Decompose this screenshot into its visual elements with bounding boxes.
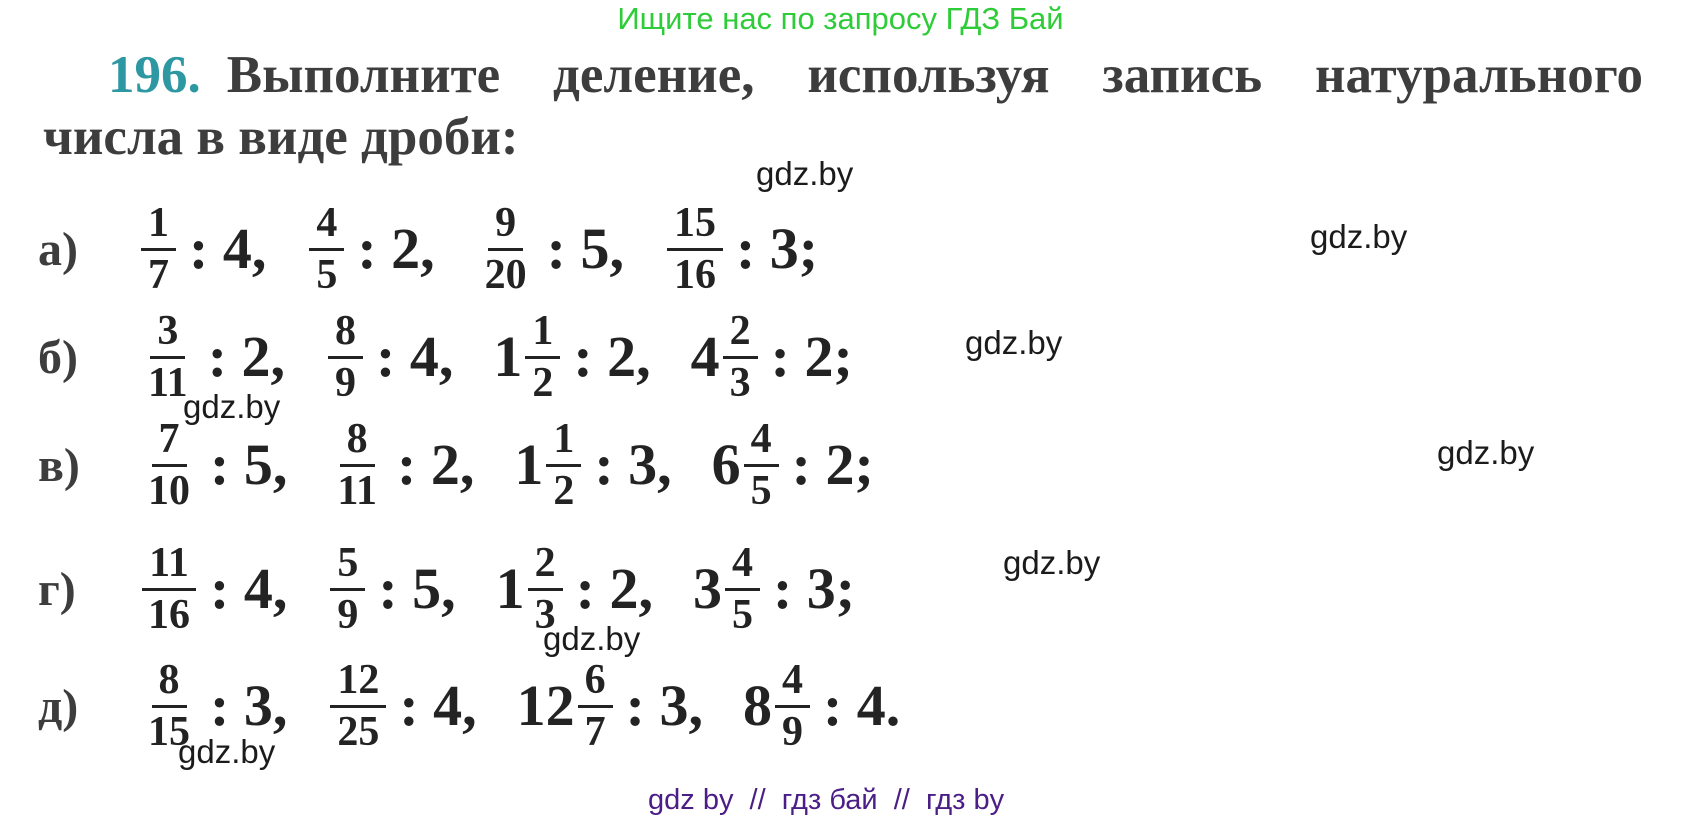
mixed-whole: 1 bbox=[514, 432, 544, 497]
fraction-numerator: 1 bbox=[525, 310, 560, 359]
fraction-denominator: 7 bbox=[148, 251, 169, 298]
division-expression bbox=[690, 307, 853, 406]
fraction-numerator: 4 bbox=[309, 202, 344, 251]
division-expression bbox=[664, 199, 819, 298]
division-expression bbox=[138, 415, 288, 514]
fraction-numerator: 9 bbox=[488, 202, 523, 251]
division-operator: : 3, bbox=[594, 432, 672, 497]
exercise-row-g bbox=[38, 538, 855, 640]
fraction-numerator: 11 bbox=[142, 542, 196, 591]
mixed-whole: 1 bbox=[495, 556, 525, 621]
division-operator: : 4, bbox=[189, 216, 267, 281]
division-operator: : 3; bbox=[772, 556, 856, 621]
division-operator: : 2, bbox=[573, 324, 651, 389]
fraction-numerator: 2 bbox=[528, 542, 563, 591]
division-operator: : 5, bbox=[378, 556, 456, 621]
row-label: г) bbox=[38, 562, 76, 616]
fraction-numerator: 3 bbox=[150, 310, 185, 359]
division-expression bbox=[325, 307, 454, 406]
division-expression bbox=[711, 415, 874, 514]
statement-text-2: числа в виде дроби: bbox=[43, 108, 519, 166]
fraction bbox=[141, 415, 197, 514]
fraction-numerator: 6 bbox=[578, 659, 613, 708]
fraction-numerator: 15 bbox=[667, 202, 723, 251]
fraction-denominator: 11 bbox=[337, 467, 378, 514]
fraction-denominator: 5 bbox=[731, 591, 753, 638]
fraction-numerator: 1 bbox=[546, 418, 581, 467]
fraction-denominator: 16 bbox=[148, 591, 190, 638]
watermark-gdzby: gdz.by bbox=[1003, 544, 1101, 581]
division-operator: : 3, bbox=[210, 673, 288, 738]
problem-number: 196. bbox=[108, 46, 201, 104]
mixed-whole: 8 bbox=[742, 673, 772, 738]
mixed-whole: 3 bbox=[692, 556, 722, 621]
fraction-denominator: 9 bbox=[337, 591, 359, 638]
row-label: д) bbox=[38, 679, 79, 733]
mixed-whole: 1 bbox=[493, 324, 523, 389]
fraction bbox=[330, 539, 365, 638]
row-label: в) bbox=[38, 438, 80, 492]
problem-statement bbox=[43, 44, 1643, 168]
fraction-denominator: 9 bbox=[335, 359, 357, 406]
fraction-denominator: 5 bbox=[316, 251, 338, 298]
division-operator: : 2, bbox=[575, 556, 653, 621]
fraction-numerator: 4 bbox=[725, 542, 760, 591]
fraction bbox=[525, 307, 560, 406]
fraction-numerator: 5 bbox=[330, 542, 365, 591]
fraction bbox=[546, 415, 581, 514]
fraction bbox=[667, 199, 723, 298]
statement-text-1: Выполните деление, используя запись натурального bbox=[226, 46, 1643, 104]
fraction-denominator: 3 bbox=[729, 359, 751, 406]
fraction bbox=[309, 199, 344, 298]
division-operator: : 4. bbox=[822, 673, 901, 738]
watermark-gdzby: gdz.by bbox=[183, 388, 281, 425]
division-expression bbox=[138, 199, 267, 298]
fraction-denominator: 25 bbox=[337, 708, 380, 755]
fraction-denominator: 9 bbox=[781, 708, 803, 755]
fraction-numerator: 4 bbox=[744, 418, 779, 467]
division-operator: : 4, bbox=[399, 673, 477, 738]
fraction-numerator: 8 bbox=[328, 310, 363, 359]
fraction-denominator: 11 bbox=[148, 359, 188, 406]
fraction bbox=[328, 307, 363, 406]
fraction-denominator: 15 bbox=[148, 708, 190, 755]
division-operator: : 4, bbox=[376, 324, 454, 389]
fraction-denominator: 2 bbox=[532, 359, 554, 406]
fraction bbox=[744, 415, 779, 514]
mixed-whole: 6 bbox=[711, 432, 741, 497]
fraction-numerator: 8 bbox=[340, 418, 375, 467]
fraction-numerator: 4 bbox=[775, 659, 810, 708]
fraction-denominator: 20 bbox=[484, 251, 527, 298]
division-expression bbox=[138, 539, 288, 638]
division-operator: : 2; bbox=[791, 432, 874, 497]
row-label: а) bbox=[38, 222, 78, 276]
mixed-whole: 4 bbox=[690, 324, 720, 389]
fraction-numerator: 7 bbox=[152, 418, 187, 467]
fraction bbox=[330, 656, 386, 755]
division-operator: : 2; bbox=[770, 324, 853, 389]
promo-banner: Ищите нас по запросу ГДЗ Бай bbox=[617, 1, 1064, 36]
fraction bbox=[723, 307, 758, 406]
division-expression bbox=[327, 415, 475, 514]
fraction-denominator: 16 bbox=[673, 251, 716, 298]
fraction-denominator: 3 bbox=[534, 591, 556, 638]
fraction-denominator: 2 bbox=[553, 467, 575, 514]
fraction bbox=[330, 415, 384, 514]
footer-credits: gdz by // гдз бай // гдз by bbox=[648, 784, 1005, 816]
fraction bbox=[775, 656, 810, 755]
division-operator: : 3, bbox=[625, 673, 703, 738]
division-operator: : 2, bbox=[357, 216, 435, 281]
division-expression bbox=[327, 539, 456, 638]
division-expression bbox=[742, 656, 901, 755]
division-operator: : 5, bbox=[546, 216, 624, 281]
division-operator: : 4, bbox=[210, 556, 288, 621]
watermark-gdzby: gdz.by bbox=[1310, 218, 1408, 255]
fraction-denominator: 5 bbox=[750, 467, 772, 514]
division-expression bbox=[327, 656, 477, 755]
exercise-row-d bbox=[38, 655, 900, 757]
watermark-gdzby: gdz.by bbox=[178, 733, 276, 770]
watermark-gdzby: gdz.by bbox=[965, 324, 1063, 361]
division-expression bbox=[516, 656, 703, 755]
division-expression bbox=[692, 539, 856, 638]
fraction-denominator: 7 bbox=[584, 708, 606, 755]
row-label: б) bbox=[38, 330, 78, 384]
division-operator: : 3; bbox=[735, 216, 819, 281]
exercise-row-a bbox=[38, 198, 818, 300]
division-expression bbox=[475, 199, 624, 298]
exercise-row-v bbox=[38, 414, 874, 516]
division-expression bbox=[493, 307, 651, 406]
fraction bbox=[478, 199, 534, 298]
division-operator: : 2, bbox=[207, 324, 286, 389]
fraction bbox=[725, 539, 760, 638]
fraction-numerator: 8 bbox=[152, 659, 187, 708]
fraction-numerator: 1 bbox=[141, 202, 176, 251]
fraction bbox=[141, 539, 197, 638]
statement-line-1 bbox=[108, 44, 1643, 106]
fraction bbox=[578, 656, 613, 755]
exercise-row-b bbox=[38, 306, 853, 408]
watermark-gdzby: gdz.by bbox=[1437, 434, 1535, 471]
fraction bbox=[141, 199, 176, 298]
watermark-gdzby: gdz.by bbox=[756, 155, 854, 192]
division-expression bbox=[514, 415, 672, 514]
watermark-gdzby: gdz.by bbox=[543, 620, 641, 657]
fraction-numerator: 2 bbox=[723, 310, 758, 359]
fraction-numerator: 12 bbox=[330, 659, 386, 708]
fraction-denominator: 10 bbox=[148, 467, 190, 514]
division-operator: : 2, bbox=[397, 432, 475, 497]
division-operator: : 5, bbox=[210, 432, 288, 497]
mixed-whole: 12 bbox=[516, 673, 575, 738]
division-expression bbox=[306, 199, 435, 298]
